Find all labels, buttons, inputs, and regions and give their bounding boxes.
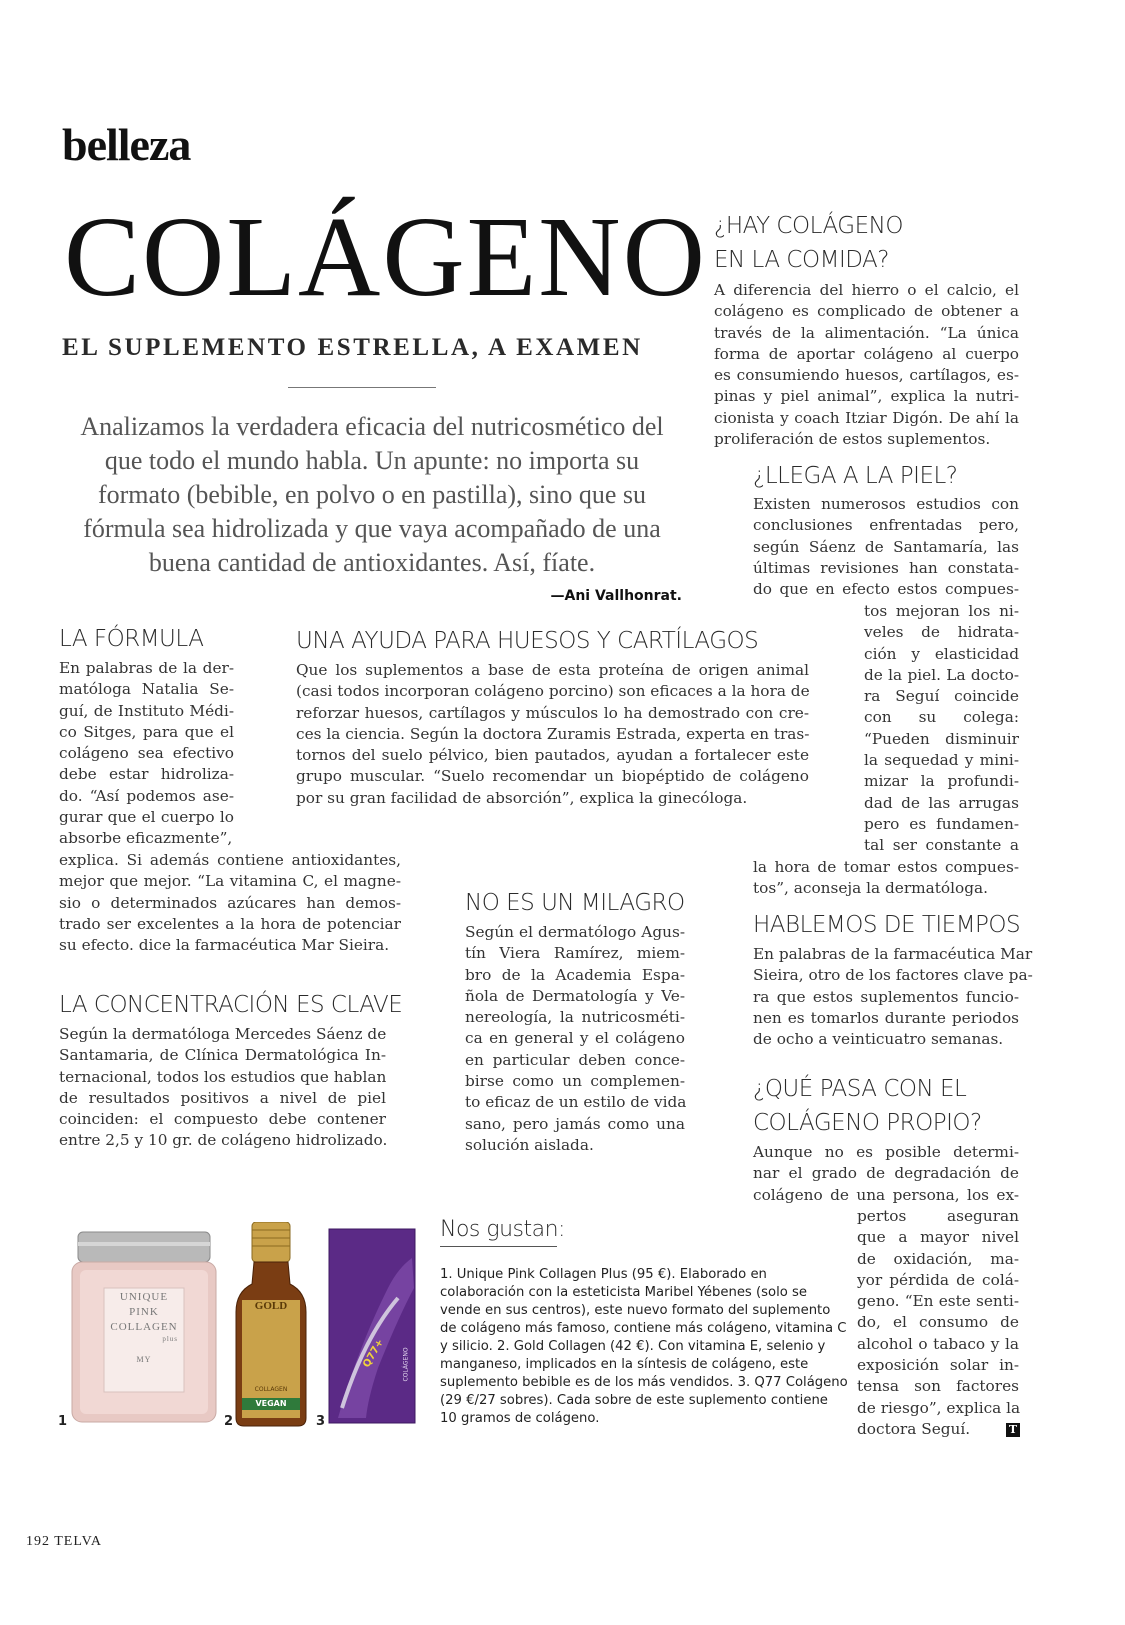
end-mark-icon: T — [1006, 1423, 1020, 1437]
text-line: Sieira, otro de los factores clave pa- — [753, 966, 1033, 985]
text-line: solución aislada. — [465, 1135, 594, 1154]
text-line: Según la dermatóloga Mercedes Sáenz de — [59, 1025, 387, 1043]
heading-propio-2: COLÁGENO PROPIO? — [753, 1110, 982, 1136]
text-line: cionista y coach Itziar Digón. De ahí la — [714, 408, 1019, 427]
bottle-label-3: VEGAN — [255, 1399, 287, 1408]
article-byline: —Ani Vallhonrat. — [550, 588, 682, 604]
text-line: yor pérdida de colá- — [857, 1270, 1019, 1289]
text-line: de oxidación, ma- — [857, 1249, 1019, 1268]
text-line: en particular deben conce- — [465, 1050, 685, 1069]
text-line: 10 gramos de colágeno. — [440, 1411, 600, 1426]
text-line: do, el consumo de — [857, 1313, 1019, 1332]
body-concentracion — [59, 1024, 386, 1152]
text-line: tensa son factores — [857, 1377, 1019, 1396]
text-line: exposición solar in- — [857, 1356, 1019, 1375]
text-line: colágeno de una persona, los ex- — [753, 1185, 1019, 1204]
body-llega-piel-narrow — [864, 601, 1019, 857]
text-line: gurar que el cuerpo lo — [59, 808, 234, 827]
text-line: forma de aportar colágeno al cuerpo — [714, 344, 1019, 363]
heading-concentracion: LA CONCENTRACIÓN ES CLAVE — [59, 992, 403, 1018]
text-line: según Sáenz de Santamaría, las — [753, 537, 1019, 556]
body-propio-wide — [753, 1142, 1019, 1206]
text-line: mizar la profundi- — [864, 772, 1019, 791]
text-line: pinas y piel animal”, explica la nutri- — [714, 387, 1019, 406]
text-line: tos mejoran los ni- — [864, 602, 1019, 620]
article-lead: Analizamos la verdadera eficacia del nutricosmético del que todo el mundo habla. Un apunte: no importa su formato (bebible, en polvo o en pastilla), sino que su fórmula sea hidrolizada y que vaya acompañado de una buena cantidad de antioxidantes. Así, fíate. — [80, 412, 664, 577]
text-line: ra Seguí coincide — [864, 687, 1019, 706]
text-line: tornos del suelo pélvico, bien pautados, ayudan a fortalecer este — [296, 746, 809, 765]
text-line: vende en sus centros), este nuevo formato del suplemento — [440, 1303, 831, 1318]
text-line: (29 €/27 sobres). Cada sobre de este suplemento contiene — [440, 1393, 828, 1408]
text-line: coinciden: el compuesto debe contener — [59, 1110, 386, 1129]
text-line: grupo muscular. “Suelo recomendar un biopéptido de colágeno — [296, 767, 809, 786]
text-line: través de la alimentación. “La única — [714, 323, 1019, 342]
body-formula-wide — [59, 850, 401, 956]
text-line: de ocho a veinticuatro semanas. — [753, 1030, 1004, 1049]
text-line: la hora de tomar estos compues- — [753, 858, 1019, 876]
text-line: de colágeno más famoso, contiene más colágeno, vitamina C — [440, 1321, 847, 1336]
body-tiempos — [753, 944, 1033, 1050]
text-line: tos”, aconseja la dermatóloga. — [753, 879, 989, 898]
heading-propio-1: ¿QUÉ PASA CON EL — [753, 1076, 967, 1102]
text-line: En palabras de la der- — [59, 659, 234, 677]
text-line: birse como un complemen- — [465, 1072, 685, 1091]
text-line: suplemento bebible es de los más vendidos. 3. Q77 Colágeno — [440, 1375, 848, 1390]
text-line: En palabras de la farmacéutica Mar — [753, 945, 1033, 963]
text-line: explica. Si además contiene antioxidantes, — [59, 851, 401, 869]
text-line: ñola de Dermatología y Ve- — [465, 986, 685, 1005]
body-llega-piel-wide — [753, 494, 1019, 600]
text-line: es consumiendo huesos, cartílagos, es- — [714, 366, 1019, 385]
text-line: proliferación de estos suplementos. — [714, 430, 991, 449]
text-line: dad de las arrugas — [864, 793, 1019, 812]
heading-hay-colageno-1: ¿HAY COLÁGENO — [714, 213, 903, 239]
nos-gustan-body — [440, 1266, 848, 1428]
text-line: que a mayor nivel — [857, 1228, 1019, 1247]
jar-label-2: PINK — [129, 1306, 159, 1318]
section-label: belleza — [62, 119, 191, 170]
text-line: Según el dermatólogo Agus- — [465, 923, 685, 941]
jar-label-5: MY — [136, 1355, 152, 1364]
product-number-2: 2 — [224, 1414, 234, 1429]
text-line: bro de la Academia Espa- — [465, 965, 685, 984]
text-line: de riesgo”, explica la — [857, 1398, 1021, 1417]
heading-formula: LA FÓRMULA — [59, 626, 204, 652]
text-line: tal ser constante a — [864, 836, 1019, 855]
text-line: sano, pero jamás como una — [465, 1114, 685, 1133]
text-line: co Sitges, para que el — [59, 722, 234, 741]
text-line: Existen numerosos estudios con — [753, 495, 1019, 513]
text-line: con su colega: — [864, 708, 1019, 727]
body-propio-narrow — [857, 1206, 1019, 1419]
text-line: de resultados positivos a nivel de piel — [59, 1088, 386, 1107]
text-line: matóloga Natalia Se- — [59, 680, 234, 699]
text-line: ra que estos suplementos funcio- — [753, 987, 1019, 1006]
page-folio: 192 TELVA — [26, 1534, 103, 1549]
text-line: pertos aseguran — [857, 1207, 1019, 1225]
text-line: A diferencia del hierro o el calcio, el — [714, 281, 1019, 299]
heading-huesos: UNA AYUDA PARA HUESOS Y CARTÍLAGOS — [296, 628, 759, 654]
heading-llega-piel: ¿LLEGA A LA PIEL? — [753, 463, 958, 489]
text-line: reforzar huesos, cartílagos y músculos lo ha demostrado con cre- — [296, 703, 809, 722]
text-line: mejor que mejor. “La vitamina C, el magne- — [59, 872, 401, 891]
text-line: “Pueden disminuir — [864, 729, 1019, 748]
text-line: trado ser excelentes a la hora de potenciar — [59, 914, 401, 933]
jar-label-1: UNIQUE — [119, 1291, 169, 1303]
text-line: ción y elasticidad — [864, 644, 1019, 663]
text-line: colágeno es complicado de obtener a — [714, 302, 1019, 321]
text-line: colaboración con la esteticista Maribel Yébenes (solo se — [440, 1285, 807, 1300]
body-huesos — [296, 660, 809, 809]
text-line: nar el grado de degradación de — [753, 1164, 1019, 1183]
bottle-label-2: COLLAGEN — [254, 1386, 288, 1393]
heading-hay-colageno-2: EN LA COMIDA? — [714, 247, 889, 273]
product-number-1: 1 — [58, 1414, 68, 1429]
body-milagro — [465, 922, 685, 1156]
body-hay-colageno — [714, 280, 1019, 450]
text-line: manganeso, implicados en la síntesis de colágeno, este — [440, 1357, 809, 1372]
text-line: ternacional, todos los estudios que hablan — [59, 1067, 387, 1086]
text-line: veles de hidrata- — [864, 623, 1019, 642]
product-jar-image — [70, 1228, 218, 1426]
sachet-label-2: COLÁGENO — [402, 1347, 410, 1382]
text-line: conclusiones enfrentadas pero, — [753, 516, 1019, 535]
text-line: Santamaria, de Clínica Dermatológica In- — [59, 1046, 386, 1065]
text-line: por su gran facilidad de absorción”, explica la ginecóloga. — [296, 788, 748, 807]
text-line: colágeno sea efectivo — [59, 744, 234, 763]
sachet-label-1: Q77+ — [361, 1337, 387, 1370]
jar-label-3: COLLAGEN — [110, 1321, 178, 1333]
text-line: Que los suplementos a base de esta proteína de origen animal — [296, 661, 809, 679]
product-bottle-image — [234, 1222, 308, 1428]
body-propio-last-line: doctora Seguí. — [857, 1420, 971, 1438]
product-number-3: 3 — [316, 1414, 326, 1429]
article-title: COLÁGENO — [64, 193, 707, 320]
text-line: ca en general y el colágeno — [465, 1029, 685, 1048]
bottle-label-1: GOLD — [254, 1300, 288, 1312]
text-line: do. “Así podemos ase- — [59, 786, 234, 805]
text-line: la sequedad y mini- — [864, 751, 1019, 770]
text-line: guí, de Instituto Médi- — [59, 701, 234, 720]
text-line: y silicio. 2. Gold Collagen (42 €). Con vitamina E, selenio y — [440, 1339, 826, 1354]
text-line: alcohol o tabaco y la — [857, 1334, 1019, 1353]
text-line: ces la ciencia. Según la doctora Zuramis Estrada, experta en tras- — [296, 724, 810, 743]
heading-milagro: NO ES UN MILAGRO — [465, 890, 685, 916]
text-line: tín Viera Ramírez, miem- — [465, 944, 685, 963]
text-line: to eficaz de un estilo de vida — [465, 1093, 687, 1112]
body-formula-narrow — [59, 658, 234, 850]
text-line: últimas revisiones han constata- — [753, 558, 1019, 577]
title-divider — [288, 387, 436, 388]
nos-gustan-underline — [440, 1246, 557, 1247]
text-line: 1. Unique Pink Collagen Plus (95 €). Elaborado en — [440, 1267, 767, 1282]
text-line: su efecto. dice la farmacéutica Mar Sieira. — [59, 936, 390, 955]
heading-tiempos: HABLEMOS DE TIEMPOS — [753, 912, 1021, 938]
article-subtitle: EL SUPLEMENTO ESTRELLA, A EXAMEN — [62, 334, 643, 361]
body-propio-last — [857, 1419, 1027, 1440]
text-line: Aunque no es posible determi- — [753, 1143, 1019, 1161]
text-line: sio o determinados azúcares han demos- — [59, 893, 401, 912]
text-line: geno. “En este senti- — [857, 1292, 1019, 1311]
text-line: nen es tomarlos durante periodos — [753, 1008, 1019, 1027]
body-llega-piel-tail — [753, 857, 1019, 900]
text-line: pero es fundamen- — [864, 814, 1019, 833]
text-line: debe estar hidroliza- — [59, 765, 234, 784]
jar-label-4: plus — [162, 1335, 178, 1343]
text-line: do que en efecto estos compues- — [753, 580, 1019, 599]
text-line: de la piel. La docto- — [864, 665, 1019, 684]
text-line: entre 2,5 y 10 gr. de colágeno hidrolizado. — [59, 1131, 388, 1150]
product-sachet-image — [328, 1228, 416, 1424]
text-line: (casi todos incorporan colágeno porcino) son eficaces a la hora de — [296, 682, 810, 701]
heading-nos-gustan: Nos gustan: — [440, 1217, 565, 1242]
text-line: absorbe eficazmente”, — [59, 829, 233, 848]
text-line: nereología, la nutricosméti- — [465, 1008, 685, 1027]
